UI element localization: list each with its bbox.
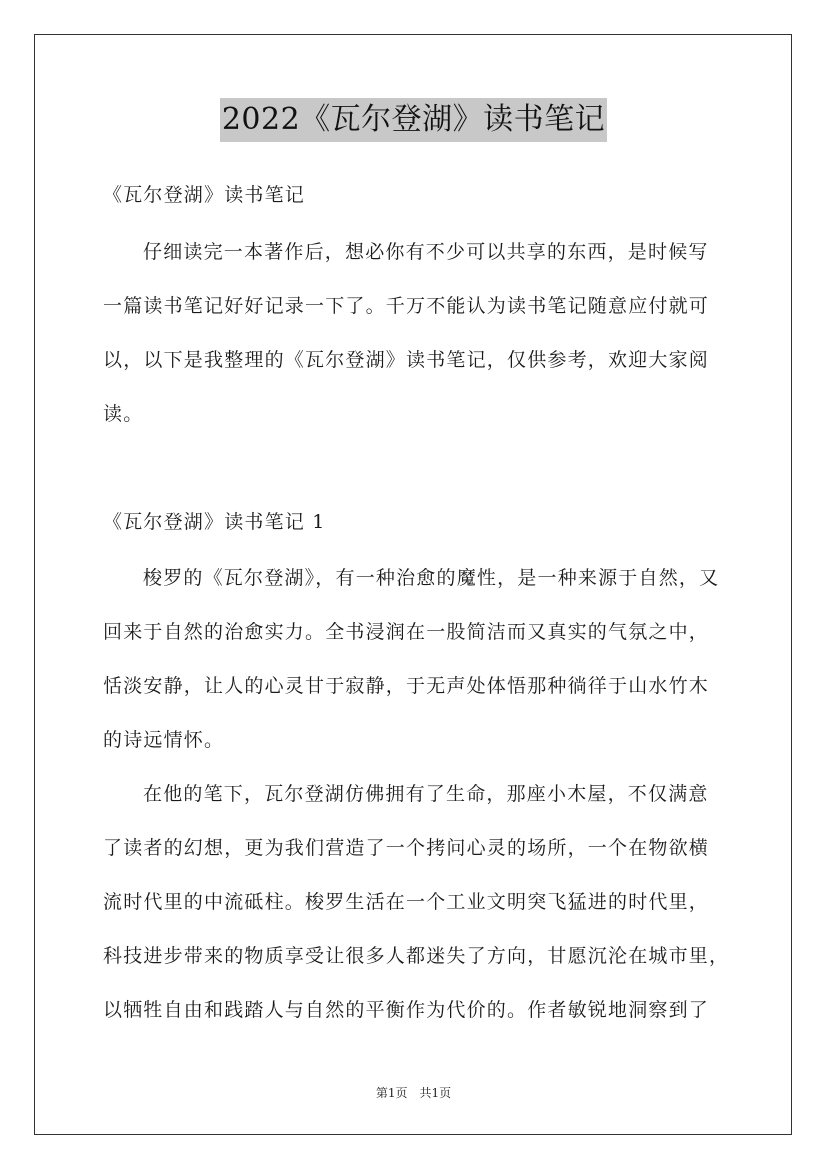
page-footer: 第1页 共1页 xyxy=(375,1086,452,1100)
paragraph-line: 的诗远情怀。 xyxy=(103,729,225,751)
paragraph-line: 流时代里的中流砥柱。梭罗生活在一个工业文明突飞猛进的时代里， xyxy=(103,891,710,913)
intro-line: 一篇读书笔记好好记录一下了。千万不能认为读书笔记随意应付就可 xyxy=(103,295,710,317)
paragraph-line: 回来于自然的治愈实力。全书浸润在一股简洁而又真实的气氛之中， xyxy=(103,621,710,643)
title-container xyxy=(0,98,827,142)
document-title: 2022《瓦尔登湖》读书笔记 xyxy=(220,98,607,142)
paragraph-line: 科技进步带来的物质享受让很多人都迷失了方向，甘愿沉沦在城市里， xyxy=(103,945,730,967)
paragraph-line: 梭罗的《瓦尔登湖》，有一种治愈的魔性，是一种来源于自然，又 xyxy=(143,567,720,589)
section-heading: 《瓦尔登湖》读书笔记 1 xyxy=(103,511,326,533)
subtitle: 《瓦尔登湖》读书笔记 xyxy=(103,184,306,206)
intro-line: 读。 xyxy=(103,403,144,425)
paragraph-line: 恬淡安静，让人的心灵甘于寂静，于无声处体悟那种徜徉于山水竹木 xyxy=(103,675,710,697)
paragraph-line: 以牺牲自由和践踏人与自然的平衡作为代价的。作者敏锐地洞察到了 xyxy=(103,999,710,1021)
paragraph-line: 了读者的幻想，更为我们营造了一个拷问心灵的场所，一个在物欲横 xyxy=(103,837,710,859)
paragraph-line: 在他的笔下，瓦尔登湖仿佛拥有了生命，那座小木屋，不仅满意 xyxy=(143,783,709,805)
intro-line: 仔细读完一本著作后，想必你有不少可以共享的东西，是时候写 xyxy=(143,241,709,263)
intro-line: 以，以下是我整理的《瓦尔登湖》读书笔记，仅供参考，欢迎大家阅 xyxy=(103,349,710,371)
